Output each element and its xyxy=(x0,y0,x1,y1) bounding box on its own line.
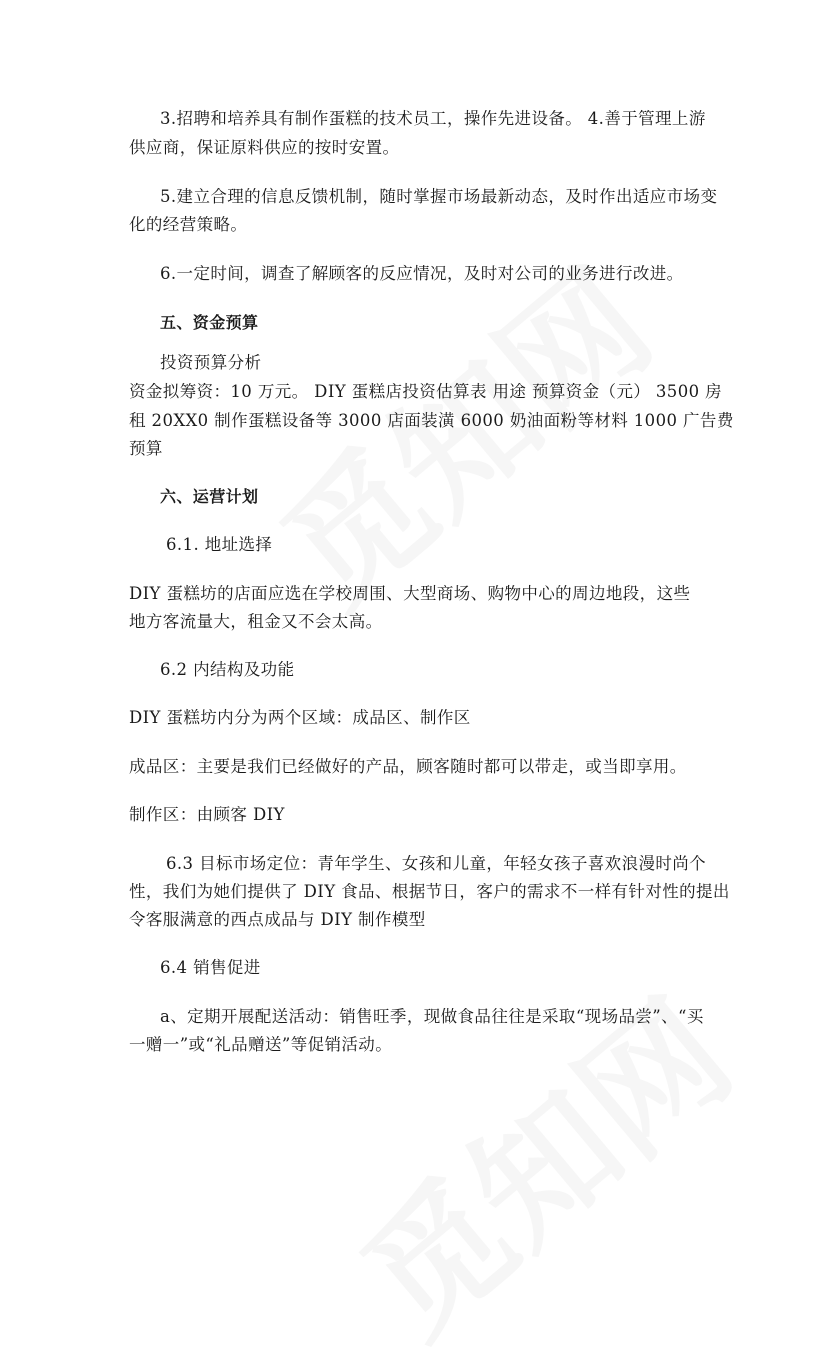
paragraph-5-line-2: 化的经营策略。 xyxy=(129,215,248,234)
budget-subheading: 投资预算分析 xyxy=(160,353,262,372)
subsection-6-4-title: 6.4 销售促进 xyxy=(160,958,261,977)
subsection-6-1-title: 6.1. 地址选择 xyxy=(166,535,273,554)
promotion-line-2: 一赠一”或“礼品赠送”等促销活动。 xyxy=(129,1035,393,1054)
structure-line: DIY 蛋糕坊内分为两个区域：成品区、制作区 xyxy=(129,708,471,727)
budget-line-3: 预算 xyxy=(129,439,163,458)
budget-line-2: 租 20XX0 制作蛋糕设备等 3000 店面装潢 6000 奶油面粉等材料 1000 广告费 xyxy=(129,411,734,430)
finished-area-line: 成品区：主要是我们已经做好的产品，顾客随时都可以带走，或当即享用。 xyxy=(129,757,687,776)
section-heading-budget: 五、资金预算 xyxy=(160,313,259,332)
target-market-line-1: 6.3 目标市场定位：青年学生、女孩和儿童，年轻女孩子喜欢浪漫时尚个 xyxy=(166,854,707,873)
paragraph-5-line-1: 5.建立合理的信息反馈机制，随时掌握市场最新动态，及时作出适应市场变 xyxy=(160,187,718,206)
paragraph-6: 6.一定时间，调查了解顾客的反应情况，及时对公司的业务进行改进。 xyxy=(160,264,684,283)
location-line-1: DIY 蛋糕坊的店面应选在学校周围、大型商场、购物中心的周边地段，这些 xyxy=(129,584,691,603)
subsection-6-2-title: 6.2 内结构及功能 xyxy=(160,660,295,679)
budget-line-1: 资金拟筹资：10 万元。 DIY 蛋糕店投资估算表 用途 预算资金（元） 3500 房 xyxy=(129,382,723,401)
paragraph-3-line-1: 3.招聘和培养具有制作蛋糕的技术员工，操作先进设备。 4.善于管理上游 xyxy=(160,109,706,128)
target-market-line-2: 性，我们为她们提供了 DIY 食品、根据节日，客户的需求不一样有针对性的提出 xyxy=(129,882,730,901)
location-line-2: 地方客流量大，租金又不会太高。 xyxy=(129,612,383,631)
target-market-line-3: 令客服满意的西点成品与 DIY 制作模型 xyxy=(129,910,426,929)
promotion-line-1: a、定期开展配送活动：销售旺季，现做食品往往是采取“现场品尝”、“买 xyxy=(160,1007,704,1026)
paragraph-3-line-2: 供应商，保证原料供应的按时安置。 xyxy=(129,138,400,157)
making-area-line: 制作区：由顾客 DIY xyxy=(129,805,285,824)
section-heading-operations: 六、运营计划 xyxy=(160,487,259,506)
